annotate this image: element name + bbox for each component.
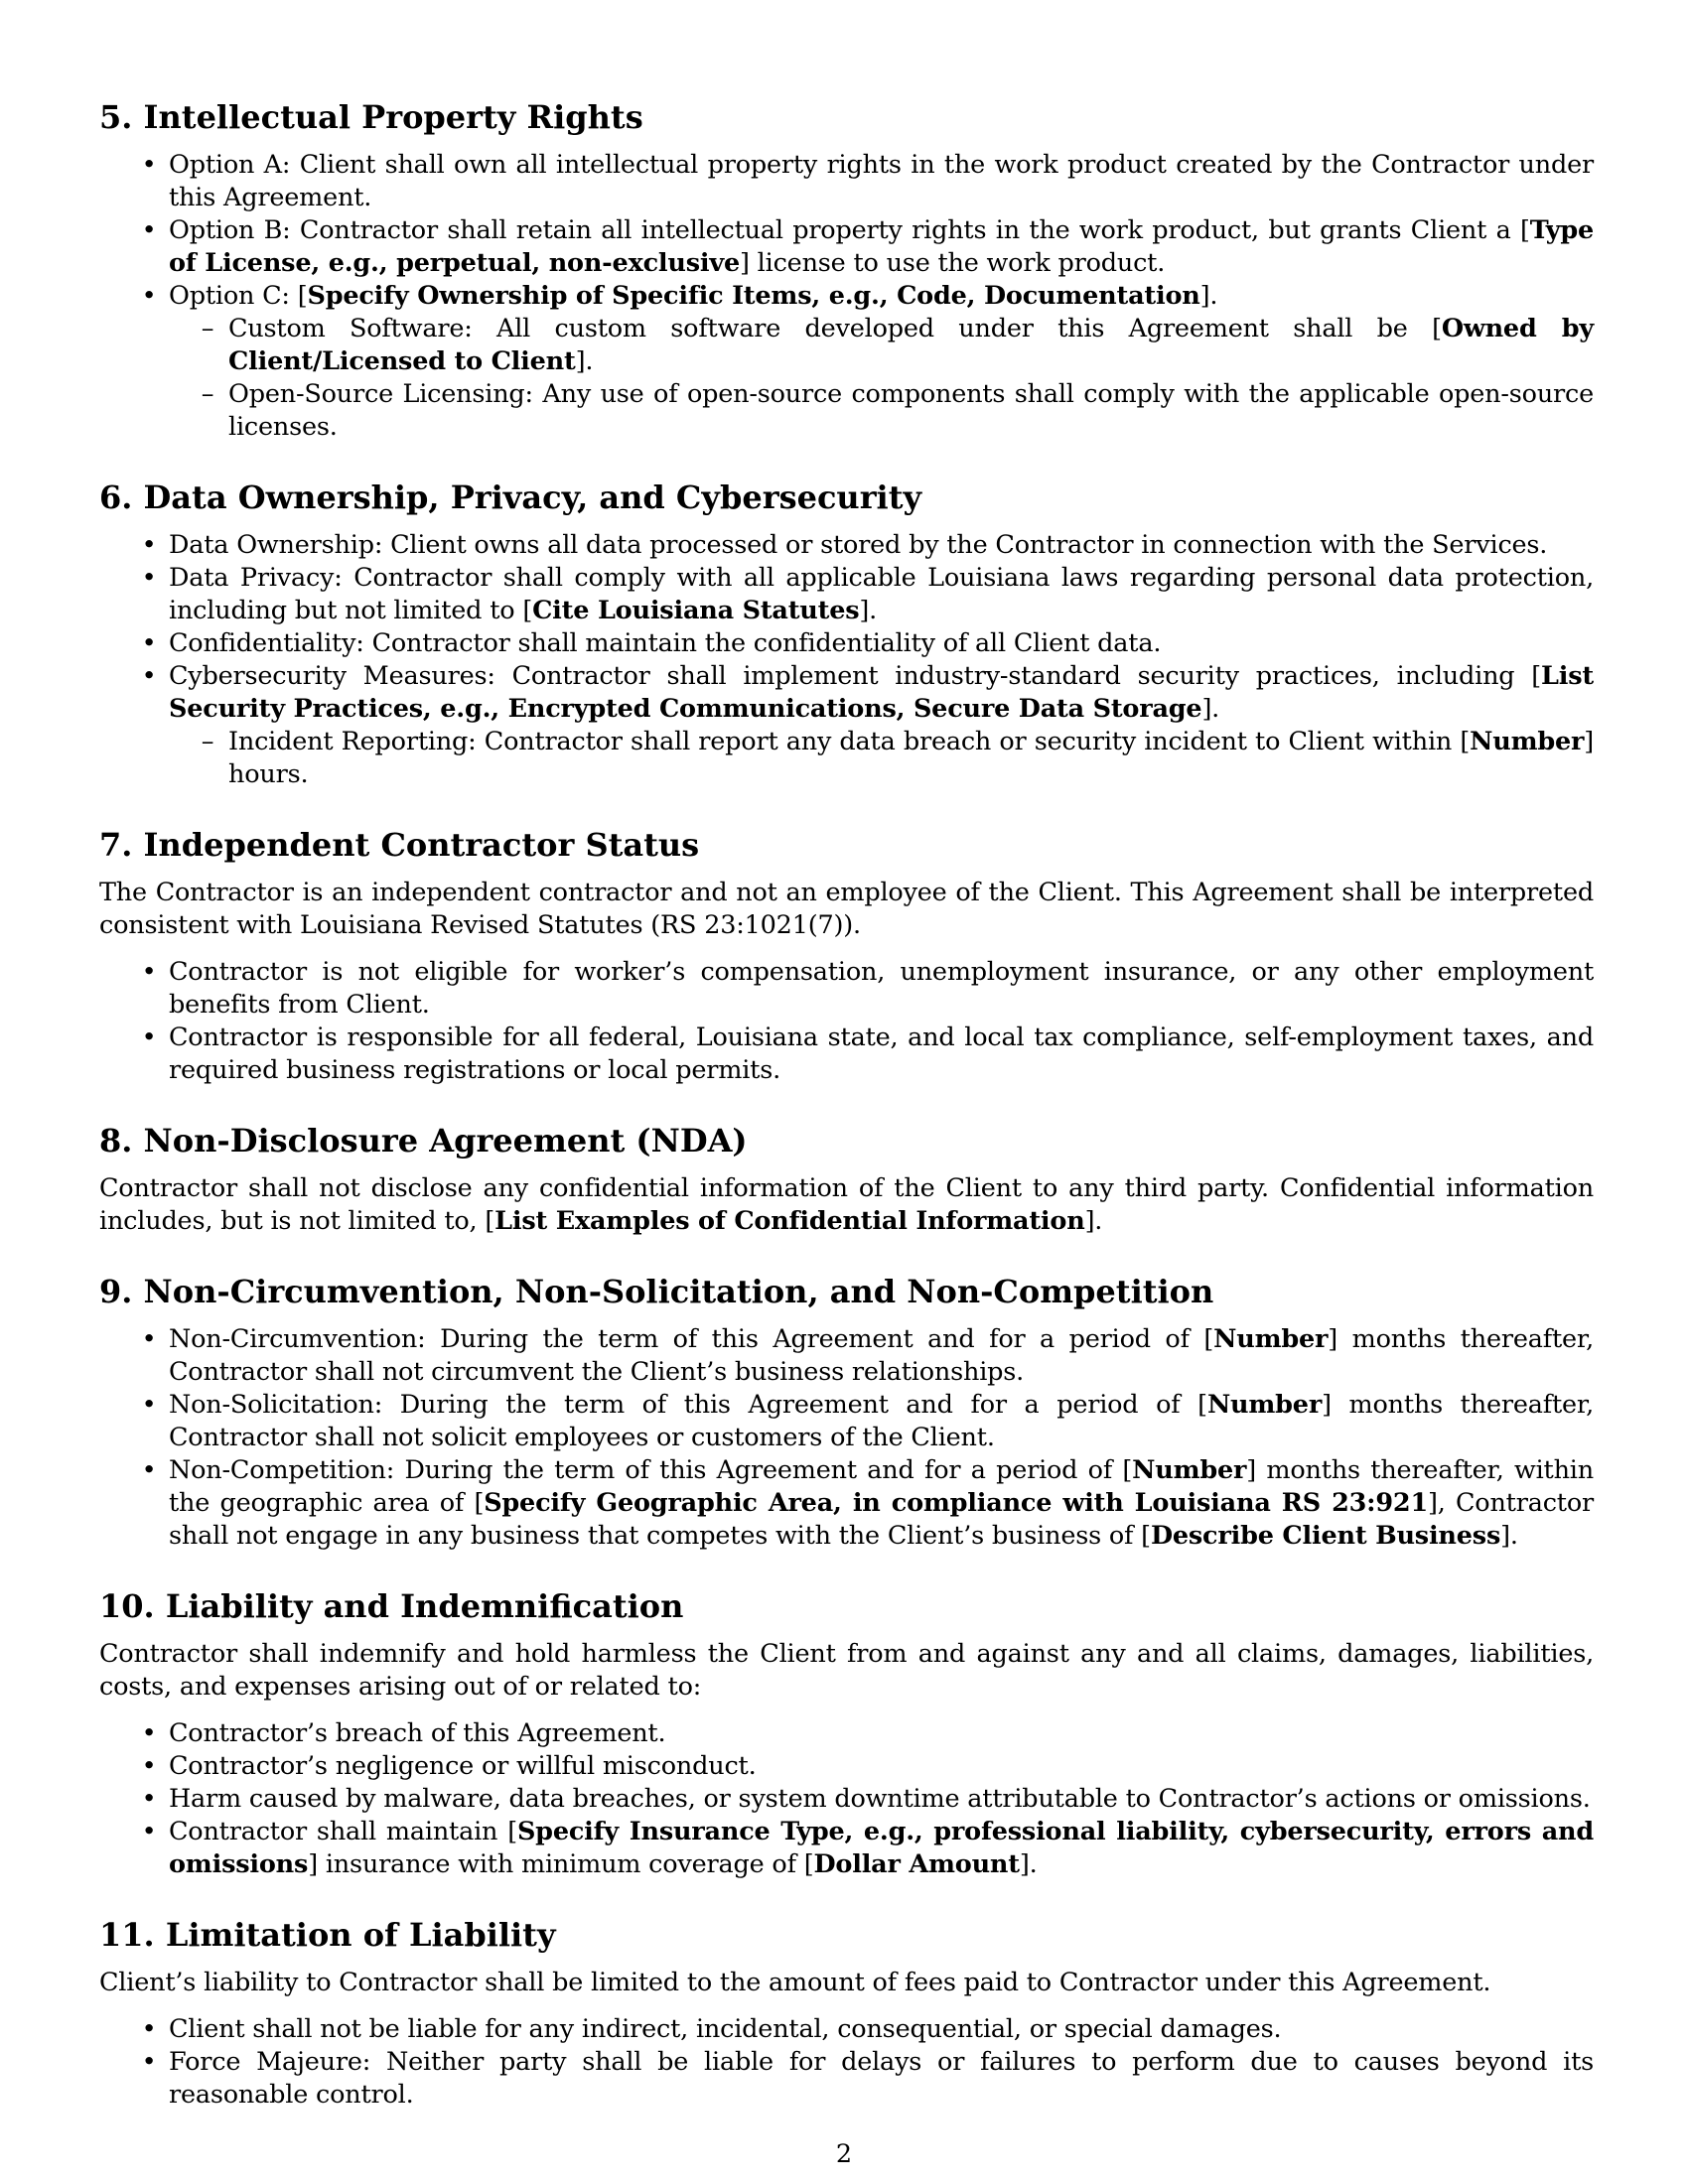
bullet-icon: • — [141, 215, 157, 245]
page-number: 2 — [835, 2139, 853, 2169]
bullet-list — [99, 956, 1594, 1087]
placeholder-field: Number — [1470, 727, 1585, 756]
placeholder-field: Number — [1132, 1455, 1247, 1485]
list-item: • Client shall not be liable for any indirect, incidental, consequential, or special damages. — [99, 2013, 1594, 2046]
sub-list-item: – Custom Software: All custom software developed under this Agreement shall be [Owned by Client/Licensed to Client]. — [169, 313, 1594, 378]
bullet-icon: • — [141, 2047, 157, 2077]
section-heading: 11. Limitation of Liability — [99, 1916, 556, 1954]
dash-icon: – — [201, 314, 214, 343]
list-item: • Contractor’s breach of this Agreement. — [99, 1717, 1594, 1750]
paragraph: Contractor shall indemnify and hold harmless the Client from and against any and all claims, damages, liabilities, costs, and expenses arising out of or related to: — [99, 1639, 1594, 1702]
section-heading: 6. Data Ownership, Privacy, and Cybersecurity — [99, 478, 922, 516]
paragraph: The Contractor is an independent contractor and not an employee of the Client. This Agreement shall be interpreted consistent with Louisiana Revised Statutes (RS 23:1021(7)). — [99, 878, 1594, 940]
list-item: • Data Privacy: Contractor shall comply with all applicable Louisiana laws regarding personal data protection, including but not limited to [Cite Louisiana Statutes]. — [99, 562, 1594, 627]
bullet-list — [99, 149, 1594, 444]
section-heading: 8. Non-Disclosure Agreement (NDA) — [99, 1122, 748, 1160]
sub-list — [169, 313, 1594, 444]
bullet-icon: • — [141, 1751, 157, 1781]
placeholder-field: Specify Insurance Type, e.g., professional liability, cybersecurity, errors and omissions — [169, 1817, 1594, 1879]
section-nda — [99, 1121, 1594, 1238]
dash-icon: – — [201, 727, 214, 756]
list-item: • Non-Solicitation: During the term of this Agreement and for a period of [Number] months thereafter, Contractor shall not solicit employees or customers of the Client. — [99, 1389, 1594, 1454]
placeholder-field: List Security Practices, e.g., Encrypted Communications, Secure Data Storage — [169, 661, 1594, 724]
bullet-icon: • — [141, 957, 157, 987]
bullet-icon: • — [141, 150, 157, 180]
paragraph: Contractor shall not disclose any confidential information of the Client to any third party. Confidential information includes, but is not limited to, [List Examples of Confidential Information]. — [99, 1173, 1594, 1236]
bullet-icon: • — [141, 281, 157, 311]
list-item: • Data Ownership: Client owns all data processed or stored by the Contractor in connection with the Services. — [99, 529, 1594, 562]
placeholder-field: Specify Geographic Area, in compliance with Louisiana RS 23:921 — [484, 1488, 1428, 1518]
section-limitation-of-liability — [99, 1915, 1594, 2112]
list-item: • Harm caused by malware, data breaches, or system downtime attributable to Contractor’s actions or omissions. — [99, 1783, 1594, 1816]
bullet-list — [99, 1323, 1594, 1553]
section-liability-indemnification — [99, 1586, 1594, 1881]
section-heading: 5. Intellectual Property Rights — [99, 98, 643, 136]
sub-list-item: – Open-Source Licensing: Any use of open-source components shall comply with the applicable open-source licenses. — [169, 378, 1594, 444]
list-item: • Force Majeure: Neither party shall be liable for delays or failures to perform due to causes beyond its reasonable control. — [99, 2046, 1594, 2112]
list-item: • Option B: Contractor shall retain all intellectual property rights in the work product, but grants Client a [Type of License, e.g., perpetual, non-exclusive] license to use the work product. — [99, 214, 1594, 280]
placeholder-field: Number — [1206, 1390, 1323, 1420]
section-heading: 10. Liability and Indemnification — [99, 1587, 684, 1625]
list-item: • Confidentiality: Contractor shall maintain the confidentiality of all Client data. — [99, 627, 1594, 660]
section-intellectual-property — [99, 97, 1594, 444]
dash-icon: – — [201, 379, 214, 409]
bullet-list — [99, 1717, 1594, 1881]
section-data-privacy — [99, 478, 1594, 791]
placeholder-field: Number — [1213, 1324, 1329, 1354]
bullet-list — [99, 529, 1594, 791]
section-independent-contractor — [99, 825, 1594, 1087]
bullet-icon: • — [141, 2014, 157, 2044]
list-item: • Option C: [Specify Ownership of Specific Items, e.g., Code, Documentation]. – Custom Software: All custom software developed under this Agreement shall be [Owned by Client/Licensed to Client]. – Open-Source Licensing: Any use of open-source components shall comply with the applicable open-source licenses. — [99, 280, 1594, 444]
placeholder-field: Dollar Amount — [813, 1849, 1020, 1879]
document-page — [99, 97, 1594, 2112]
placeholder-field: Cite Louisiana Statutes — [532, 596, 860, 625]
bullet-icon: • — [141, 661, 157, 691]
bullet-icon: • — [141, 1455, 157, 1485]
section-heading: 9. Non-Circumvention, Non-Solicitation, and Non-Competition — [99, 1273, 1214, 1310]
placeholder-field: Type of License, e.g., perpetual, non-exclusive — [169, 215, 1594, 278]
list-item: • Non-Competition: During the term of this Agreement and for a period of [Number] months thereafter, within the geographic area of [Specify Geographic Area, in compliance with Louisiana RS 23:921], Contractor shall not engage in any business that competes with the Client’s business of [Describe Client Business]. — [99, 1454, 1594, 1553]
list-item: • Contractor’s negligence or willful misconduct. — [99, 1750, 1594, 1783]
list-item: • Contractor shall maintain [Specify Insurance Type, e.g., professional liability, cybersecurity, errors and omissions] insurance with minimum coverage of [Dollar Amount]. — [99, 1816, 1594, 1881]
sub-list — [169, 726, 1594, 791]
list-item: • Contractor is not eligible for worker’s compensation, unemployment insurance, or any other employment benefits from Client. — [99, 956, 1594, 1022]
placeholder-field: Specify Ownership of Specific Items, e.g., Code, Documentation — [307, 281, 1200, 311]
bullet-icon: • — [141, 530, 157, 560]
bullet-list — [99, 2013, 1594, 2112]
list-item: • Option A: Client shall own all intellectual property rights in the work product created by the Contractor under this Agreement. — [99, 149, 1594, 214]
placeholder-field: List Examples of Confidential Information — [494, 1206, 1085, 1236]
list-item: • Non-Circumvention: During the term of this Agreement and for a period of [Number] months thereafter, Contractor shall not circumvent the Client’s business relationships. — [99, 1323, 1594, 1389]
bullet-icon: • — [141, 1023, 157, 1052]
bullet-icon: • — [141, 1817, 157, 1846]
bullet-icon: • — [141, 1718, 157, 1748]
placeholder-field: Describe Client Business — [1150, 1521, 1501, 1551]
placeholder-field: Owned by Client/Licensed to Client — [228, 314, 1594, 376]
section-non-compete — [99, 1272, 1594, 1553]
bullet-icon: • — [141, 563, 157, 593]
paragraph: Client’s liability to Contractor shall be limited to the amount of fees paid to Contractor under this Agreement. — [99, 1968, 1491, 1997]
list-item: • Cybersecurity Measures: Contractor shall implement industry-standard security practices, including [List Security Practices, e.g., Encrypted Communications, Secure Data Storage]. – Incident Reporting: Contractor shall report any data breach or security incident to Client within [Number] hours. — [99, 660, 1594, 791]
bullet-icon: • — [141, 1390, 157, 1420]
bullet-icon: • — [141, 1324, 157, 1354]
list-item: • Contractor is responsible for all federal, Louisiana state, and local tax compliance, self-employment taxes, and required business registrations or local permits. — [99, 1022, 1594, 1087]
sub-list-item: – Incident Reporting: Contractor shall report any data breach or security incident to Client within [Number] hours. — [169, 726, 1594, 791]
bullet-icon: • — [141, 1784, 157, 1814]
section-heading: 7. Independent Contractor Status — [99, 826, 700, 864]
bullet-icon: • — [141, 628, 157, 658]
